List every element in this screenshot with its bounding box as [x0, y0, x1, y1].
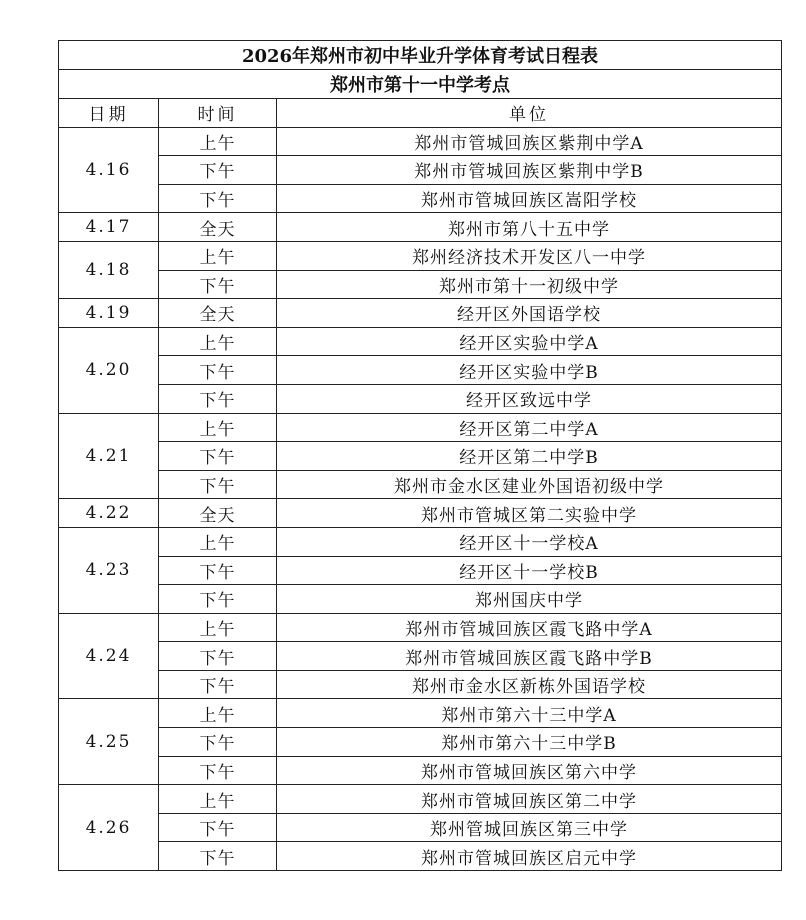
table-row — [59, 699, 782, 728]
table-row — [59, 613, 782, 642]
time-cell: 下午 — [159, 156, 277, 185]
unit-cell: 郑州市管城区第二实验中学 — [277, 499, 782, 528]
date-cell: 4.25 — [59, 699, 159, 785]
time-cell: 上午 — [159, 413, 277, 442]
date-cell: 4.23 — [59, 527, 159, 613]
table-row — [59, 470, 782, 499]
time-cell: 下午 — [159, 556, 277, 585]
time-cell: 下午 — [159, 670, 277, 699]
time-cell: 下午 — [159, 813, 277, 842]
unit-cell: 郑州市金水区建业外国语初级中学 — [277, 470, 782, 499]
time-cell: 上午 — [159, 327, 277, 356]
unit-cell: 经开区实验中学A — [277, 327, 782, 356]
table-row — [59, 156, 782, 185]
unit-cell: 郑州市管城回族区嵩阳学校 — [277, 184, 782, 213]
unit-cell: 经开区第二中学A — [277, 413, 782, 442]
time-cell: 下午 — [159, 384, 277, 413]
table-row — [59, 299, 782, 328]
unit-cell: 经开区第二中学B — [277, 442, 782, 471]
table-row — [59, 527, 782, 556]
unit-cell: 郑州市管城回族区紫荆中学A — [277, 127, 782, 156]
date-cell: 4.16 — [59, 127, 159, 213]
table-row — [59, 785, 782, 814]
date-cell: 4.21 — [59, 413, 159, 499]
unit-cell: 郑州市第十一初级中学 — [277, 270, 782, 299]
header-unit: 单位 — [277, 99, 782, 128]
table-row — [59, 384, 782, 413]
time-cell: 下午 — [159, 356, 277, 385]
schedule-table — [58, 40, 782, 871]
time-cell: 下午 — [159, 642, 277, 671]
table-row — [59, 184, 782, 213]
date-cell: 4.17 — [59, 213, 159, 242]
unit-cell: 郑州市管城回族区霞飞路中学A — [277, 613, 782, 642]
table-row — [59, 842, 782, 871]
table-row — [59, 413, 782, 442]
table-row — [59, 241, 782, 270]
time-cell: 上午 — [159, 527, 277, 556]
table-title: 2026年郑州市初中毕业升学体育考试日程表 — [59, 41, 782, 70]
time-cell: 上午 — [159, 785, 277, 814]
unit-cell: 郑州市金水区新栋外国语学校 — [277, 670, 782, 699]
time-cell: 全天 — [159, 299, 277, 328]
table-row — [59, 356, 782, 385]
time-cell: 上午 — [159, 613, 277, 642]
unit-cell: 郑州市第六十三中学A — [277, 699, 782, 728]
table-row — [59, 499, 782, 528]
unit-cell: 郑州市第八十五中学 — [277, 213, 782, 242]
time-cell: 上午 — [159, 241, 277, 270]
table-row — [59, 756, 782, 785]
time-cell: 全天 — [159, 499, 277, 528]
date-cell: 4.26 — [59, 785, 159, 871]
table-row — [59, 127, 782, 156]
table-subtitle: 郑州市第十一中学考点 — [59, 70, 782, 99]
table-row — [59, 670, 782, 699]
unit-cell: 郑州市管城回族区第六中学 — [277, 756, 782, 785]
unit-cell: 郑州管城回族区第三中学 — [277, 813, 782, 842]
date-cell: 4.22 — [59, 499, 159, 528]
time-cell: 下午 — [159, 585, 277, 614]
unit-cell: 经开区外国语学校 — [277, 299, 782, 328]
time-cell: 下午 — [159, 728, 277, 757]
unit-cell: 经开区十一学校B — [277, 556, 782, 585]
unit-cell: 郑州市管城回族区霞飞路中学B — [277, 642, 782, 671]
table-row — [59, 585, 782, 614]
time-cell: 上午 — [159, 127, 277, 156]
unit-cell: 经开区实验中学B — [277, 356, 782, 385]
unit-cell: 郑州市管城回族区紫荆中学B — [277, 156, 782, 185]
time-cell: 下午 — [159, 270, 277, 299]
time-cell: 全天 — [159, 213, 277, 242]
table-row — [59, 270, 782, 299]
header-date: 日期 — [59, 99, 159, 128]
date-cell: 4.19 — [59, 299, 159, 328]
time-cell: 上午 — [159, 699, 277, 728]
unit-cell: 郑州经济技术开发区八一中学 — [277, 241, 782, 270]
header-row — [59, 99, 782, 128]
unit-cell: 郑州市第六十三中学B — [277, 728, 782, 757]
title-row — [59, 41, 782, 70]
unit-cell: 郑州市管城回族区启元中学 — [277, 842, 782, 871]
unit-cell: 经开区致远中学 — [277, 384, 782, 413]
subtitle-row — [59, 70, 782, 99]
time-cell: 下午 — [159, 470, 277, 499]
date-cell: 4.24 — [59, 613, 159, 699]
time-cell: 下午 — [159, 756, 277, 785]
unit-cell: 郑州国庆中学 — [277, 585, 782, 614]
table-row — [59, 213, 782, 242]
table-row — [59, 556, 782, 585]
time-cell: 下午 — [159, 184, 277, 213]
time-cell: 下午 — [159, 842, 277, 871]
schedule-body — [59, 41, 782, 871]
header-time: 时间 — [159, 99, 277, 128]
unit-cell: 郑州市管城回族区第二中学 — [277, 785, 782, 814]
date-cell: 4.20 — [59, 327, 159, 413]
date-cell: 4.18 — [59, 241, 159, 298]
table-row — [59, 442, 782, 471]
table-row — [59, 728, 782, 757]
time-cell: 下午 — [159, 442, 277, 471]
table-row — [59, 813, 782, 842]
table-row — [59, 642, 782, 671]
table-row — [59, 327, 782, 356]
unit-cell: 经开区十一学校A — [277, 527, 782, 556]
